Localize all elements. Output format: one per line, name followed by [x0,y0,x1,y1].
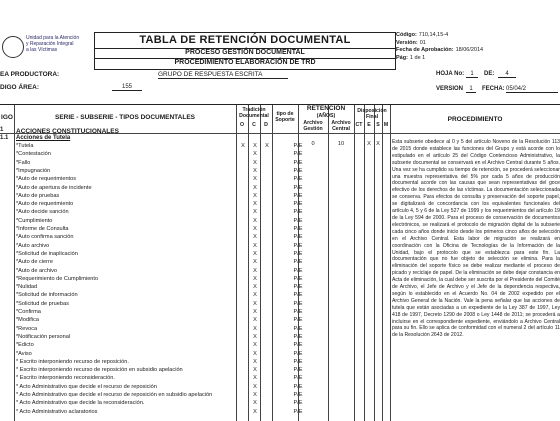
doc-type-name: *Requerimiento de Cumplimiento [16,275,99,282]
support-type: P/E [293,226,303,232]
logo-line-2: y Reparación Integral [26,41,74,47]
document-header [94,32,396,70]
tradition-mark: X [253,209,257,216]
doc-type-name: *Contestación [16,151,51,158]
procedure-text: Esta subserie obedece al 0 y 5 del artículo Noveno de la Resolución 113 de 2015 donde establece las funciones del Grupo y está acorde con lo estipulado en el artículo 25 del Código Contencioso Administrativo, la subserie documental se conservará en el Archivo Central durante 5 años. Una vez se ha cumplido su tiempo de retención, se procederá seleccionar una muestra representativa del 5% por cada 5 años de producción documental acorde con las causas que sean representativas del goce efectivo de los derechos de las víctimas. La documentación seleccionada se conserva. Para efectos de consulta y preservación del soporte papel, se digitalizará de concordancia con los equivalentes funcionales del artículo 4, 5 y 6 de la Ley 527 de 1999 y los requerimientos del artículo 19 de la Ley 594 de 2000. Para el proceso de conservación de documentos electrónicos, se realizará el protocolo de migración digital de la subserie cada cinco años donde inicio desde los primeros cinco años de selección en el Archivo Central. Esta labor de migración se realizará en coordinación con la Oficina de Tecnologías de la Información de la Unidad, bajo el protocolo que se establezca para este fin. La documentación que no fue objeto de selección se elimina. Para la eliminación del soporte físico se debe realizar mediante el proceso de picado y reciclaje de papel. De la eliminación se debe dejar constancia en Acta de eliminación, la cual debe ser suscrita por el Presidente del Comité de Archivo, el Jefe de Archivo y el Jefe de la dependencia respectiva, según lo establecido en el Acuerdo No. 04 de 2002 expedido por el Archivo General de la Nación. Vale la pena señalar que las acciones de tutela que están asociadas a un expediente de la Ley 387 de 1997, Ley 418 de 1997, Decreto 1290 de 2008 o Ley 1448 de 2011; se procederá a incluirse en el correspondiente expediente, enviándolo a Archivo Central para su fin. Ello se aplica de conformidad con el numeral 2 del artículo 11 de la Resolución 2643 de 2012. [392,139,560,339]
support-type: P/E [293,242,303,249]
document-meta [396,32,556,62]
doc-type-name: *Revoca [16,325,38,332]
tradition-mark: X [253,192,257,199]
doc-type-name: *Solicitud de pruebas [16,300,69,307]
col-c-header: C [252,122,256,128]
support-type: P/E [293,275,303,282]
col-archive-mgmt-header: Archivo Gestión [303,120,323,132]
tradition-mark: X [253,375,257,382]
col-years-header: (AÑOS) [316,113,336,119]
support-type: P/E [293,317,303,324]
doc-type-name: *Auto decide sanción [16,209,69,216]
support-type: P/E [293,408,303,415]
document-title: TABLA DE RETENCIÓN DOCUMENTAL [139,34,351,46]
tradition-mark: X [253,250,257,257]
tradition-mark: X [241,143,245,149]
tradition-mark: X [253,333,257,340]
doc-type-name: *Tutela [16,143,34,149]
process-name: PROCESO GESTIÓN DOCUMENTAL [185,49,305,56]
doc-type-name: *Auto de cierre [16,259,54,266]
tradition-mark: X [253,267,257,274]
tradition-mark: X [253,300,257,307]
tradition-mark: X [253,358,257,365]
sheet-label: HOJA No: [436,71,465,77]
version-value: 01 [419,39,426,46]
tradition-mark: X [253,226,257,232]
disposal-e-mark: X [367,141,371,147]
support-type: P/E [293,184,303,191]
retention-central-value: 10 [337,141,345,147]
col-o-header: O [239,122,245,128]
doc-type-name: *Confirma [16,309,41,315]
doc-type-name: *Auto de requerimiento [16,201,74,208]
support-type: P/E [293,234,303,241]
sheet-value: 1 [466,71,478,78]
tradition-mark: X [253,383,257,390]
col-s-header: S [376,122,380,128]
tradition-mark: X [253,275,257,282]
doc-type-name: *Impugnación [16,167,51,174]
support-type: P/E [293,292,303,299]
logo-line-1: Unidad para la Atención [26,35,80,41]
disposal-s-mark: X [376,141,380,147]
tradition-mark: X [253,242,257,249]
col-final-disp-header: Disposición Final [357,108,387,120]
series-code: 1 [0,127,4,133]
doc-type-name: *Auto archivo [16,242,50,249]
retention-mgmt-value: 0 [311,141,315,147]
producer-label: EA PRODUCTORA: [0,71,60,78]
support-type: P/E [293,284,303,291]
version-info-label: VERSION [436,86,464,92]
area-value: 155 [112,84,142,91]
area-label: DIGO ÁREA: [0,84,39,91]
tradition-mark: X [253,342,257,349]
doc-type-name: * Acto Administrativo que decide el recurso de reposición [16,383,157,390]
doc-type-name: * Acto Administrativo que decide la reconsideración. [16,400,145,407]
tradition-mark: X [253,259,257,266]
date-value: 05/04/2 [506,86,558,93]
tradition-mark: X [253,400,257,407]
support-type: P/E [293,350,303,357]
support-type: P/E [293,392,303,398]
approval-label: Fecha de Aprobación: [396,47,454,53]
col-archive-central-header: Archivo Central [331,120,351,132]
support-type: P/E [293,167,303,174]
col-procedure-header: PROCEDIMIENTO [447,116,503,123]
page-label: Pág: [396,54,408,61]
version-label: Versión: [396,39,418,46]
support-type: P/E [293,201,303,208]
col-retention-header: RETENCIÓN [306,105,346,112]
tradition-mark: X [265,143,269,149]
doc-type-name: * Escrito interponiendo recurso de reposición en subsidio apelación [16,367,183,374]
support-type: P/E [293,309,303,315]
col-e-header: E [367,122,371,128]
support-type: P/E [293,300,303,307]
logo-text [26,35,96,53]
doc-type-name: *Auto confirma sanción [16,234,74,241]
support-type: P/E [293,143,303,149]
doc-type-name: *Solicitud de información [16,292,78,299]
logo-line-3: a las Víctimas [26,47,58,53]
support-type: P/E [293,159,303,166]
col-ct-header: CT [355,122,363,128]
tradition-mark: X [253,184,257,191]
support-type: P/E [293,325,303,332]
retention-table [0,104,560,421]
unidad-victimas-logo [0,34,88,64]
tradition-mark: X [253,159,257,166]
support-type: P/E [293,358,303,365]
tradition-mark: X [253,151,257,158]
col-code-header: IGO [1,114,13,121]
support-type: P/E [293,217,303,224]
col-series-header: SERIE - SUBSERIE - TIPOS DOCUMENTALES [54,114,195,121]
doc-type-name: *Auto de pruebas [16,192,60,199]
doc-type-name: *Nulidad [16,284,38,291]
col-tradition-header: Tradición Documental [239,107,269,119]
tradition-mark: X [253,408,257,415]
tradition-mark: X [253,325,257,332]
col-m-header: M [383,122,389,128]
doc-type-name: *Solicitud de inaplicación [16,250,78,257]
date-label: FECHA: [482,86,505,92]
tradition-mark: X [253,317,257,324]
support-type: P/E [293,367,303,374]
support-type: P/E [293,259,303,266]
doc-type-name: *Notificación personal [16,333,71,340]
support-type: P/E [293,209,303,216]
page-value: 1 de 1 [409,54,426,61]
version-info-value: 1 [466,86,476,93]
support-type: P/E [293,250,303,257]
tradition-mark: X [253,167,257,174]
tradition-mark: X [253,234,257,241]
tradition-mark: X [253,309,257,315]
doc-type-name: * Acto Administrativo aclaratorios [16,408,98,415]
doc-type-name: *Auto de requerimientos [16,176,77,183]
tradition-mark: X [253,143,257,149]
doc-type-name: *Informe de Consulta [16,226,69,232]
subseries-code: 1.1 [0,135,9,141]
producer-value: GRUPO DE RESPUESTA ESCRITA [158,71,288,79]
tradition-mark: X [253,201,257,208]
doc-type-name: *Auto de archivo [16,267,58,274]
doc-type-name: *Modifica [16,317,40,324]
subseries-name: Acciones de Tutela [16,135,71,141]
tradition-mark: X [253,176,257,183]
tradition-mark: X [253,217,257,224]
tradition-mark: X [253,392,257,398]
support-type: P/E [293,192,303,199]
series-name: ACCIONES CONSTITUCIONALES [16,128,119,135]
doc-type-name: *Fallo [16,159,31,166]
doc-type-name: *Edicto [16,342,34,349]
code-label: Código: [396,32,417,38]
sheet-of-value: 4 [498,71,516,78]
coat-of-arms-icon [2,36,24,58]
support-type: P/E [293,267,303,274]
approval-value: 18/06/2014 [455,47,484,53]
tradition-mark: X [253,350,257,357]
tradition-mark: X [253,284,257,291]
col-support-header: tipo de Soporte [275,111,295,123]
doc-type-name: * Escrito interponiendo recurso de reposición. [16,358,129,365]
code-value: 710,14,15-4 [418,32,449,38]
doc-type-name: *Cumplimiento [16,217,53,224]
doc-type-name: *Auto de apertura de incidente [16,184,92,191]
tradition-mark: X [253,292,257,299]
support-type: P/E [293,375,303,382]
procedure-name: PROCEDIMIENTO ELABORACIÓN DE TRD [174,59,316,66]
support-type: P/E [293,176,303,183]
support-type: P/E [293,342,303,349]
support-type: P/E [293,333,303,340]
tradition-mark: X [253,367,257,374]
sheet-of-label: DE: [484,71,495,77]
support-type: P/E [293,400,303,407]
doc-type-name: *Aviso [16,350,32,357]
support-type: P/E [293,151,303,158]
doc-type-name: * Escrito interponiendo reconsideración. [16,375,115,382]
support-type: P/E [293,383,303,390]
col-d-header: D [264,122,268,128]
doc-type-name: * Acto Administrativo que decide el recurso de reposición en subsidio apelación [16,392,213,398]
